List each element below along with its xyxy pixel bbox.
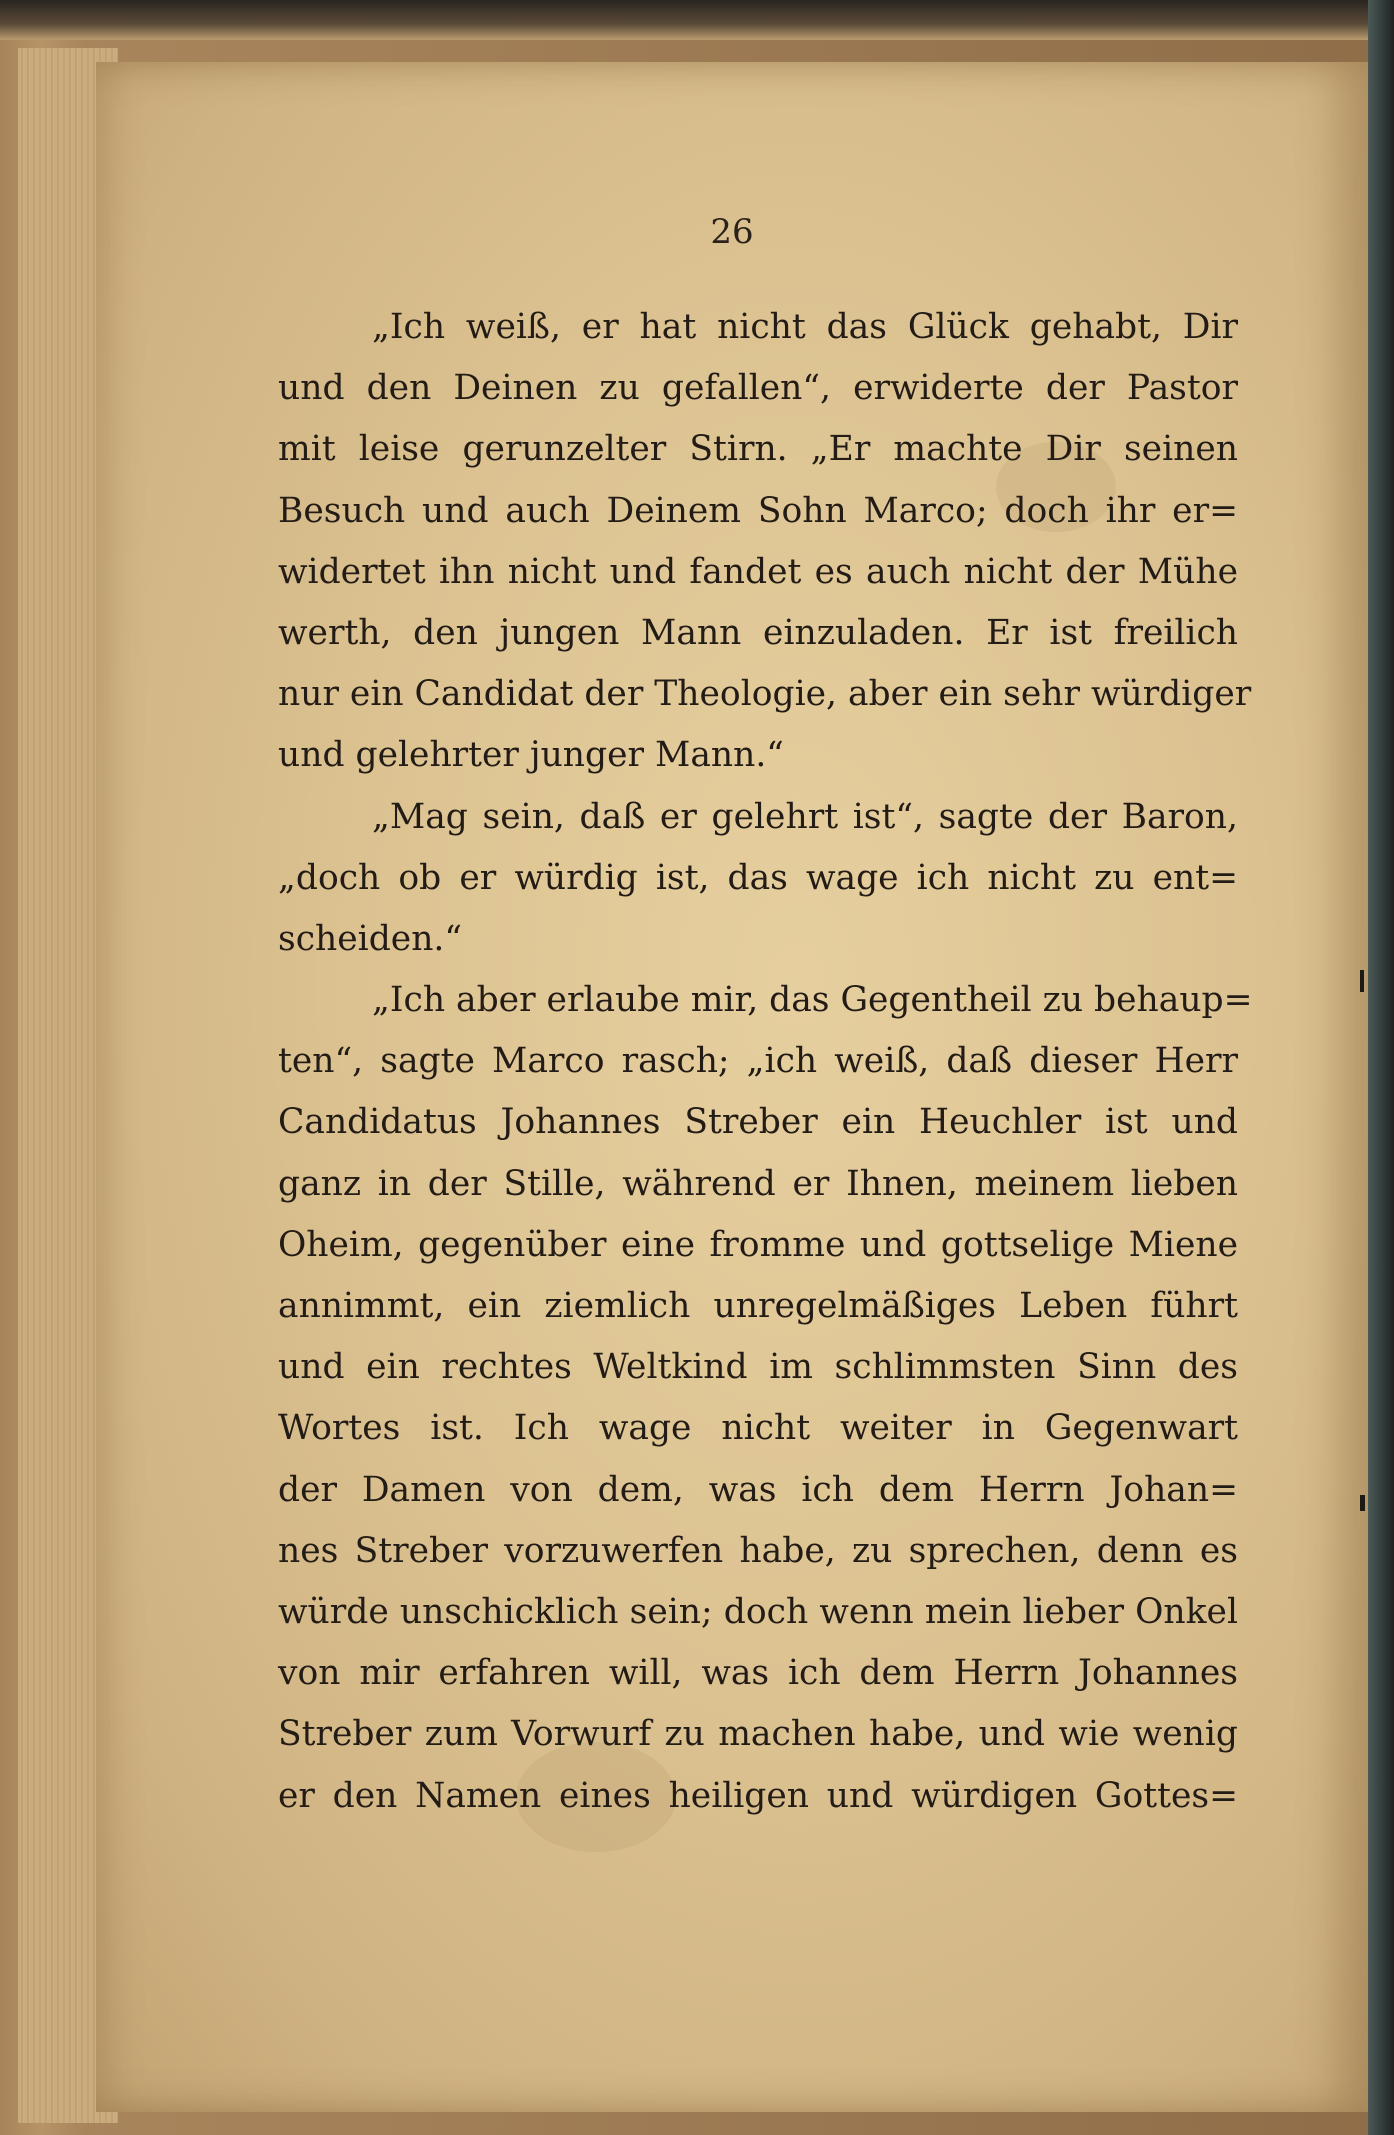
text-line: annimmt, ein ziemlich unregelmäßiges Leben führt [278,1286,1238,1326]
text-line: Wortes ist. Ich wage nicht weiter in Gegenwart [278,1408,1238,1449]
text-line: von mir erfahren will, was ich dem Herrn Johannes [278,1653,1238,1694]
text-line: werth, den jungen Mann einzuladen. Er ist freilich [278,612,1238,653]
text-line: und den Deinen zu gefallen“, erwiderte der Pastor [278,368,1238,409]
text-line: „Ich aber erlaube mir, das Gegentheil zu behaup= [372,980,1253,1021]
text-line: „Ich weiß, er hat nicht das Glück gehabt, Dir [372,307,1238,347]
text-line: widertet ihn nicht und fandet es auch nicht der Mühe [278,551,1238,592]
text-line: würde unschicklich sein; doch wenn mein lieber Onkel [278,1591,1238,1632]
margin-mark [1360,970,1364,992]
text-line: scheiden.“ [278,918,463,959]
body-text [278,297,1253,1827]
text-line: und gelehrter junger Mann.“ [278,735,784,776]
top-edge [0,0,1394,40]
text-line: mit leise gerunzelter Stirn. „Er machte Dir seinen [278,429,1238,470]
right-binding-edge [1368,0,1394,2135]
text-line: der Damen von dem, was ich dem Herrn Johan= [278,1469,1238,1510]
text-line: Streber zum Vorwurf zu machen habe, und wie wenig [278,1714,1238,1755]
text-line: und ein rechtes Weltkind im schlimmsten Sinn des [278,1347,1238,1388]
text-line: nes Streber vorzuwerfen habe, zu sprechen, denn es [278,1530,1238,1571]
text-line: er den Namen eines heiligen und würdigen Gottes= [278,1775,1238,1816]
text-line: „Mag sein, daß er gelehrt ist“, sagte der Baron, [372,796,1238,837]
page-number: 26 [710,212,754,252]
text-line: ten“, sagte Marco rasch; „ich weiß, daß dieser Herr [278,1041,1238,1082]
text-line: Besuch und auch Deinem Sohn Marco; doch ihr er= [278,490,1238,531]
text-line: Candidatus Johannes Streber ein Heuchler ist und [278,1102,1238,1143]
text-line: nur ein Candidat der Theologie, aber ein sehr würdiger [278,674,1252,715]
margin-mark [1360,1495,1365,1511]
text-line: ganz in der Stille, während er Ihnen, meinem lieben [278,1163,1238,1204]
text-line: „doch ob er würdig ist, das wage ich nicht zu ent= [278,857,1238,898]
text-line: Oheim, gegenüber eine fromme und gottselige Miene [278,1224,1238,1265]
